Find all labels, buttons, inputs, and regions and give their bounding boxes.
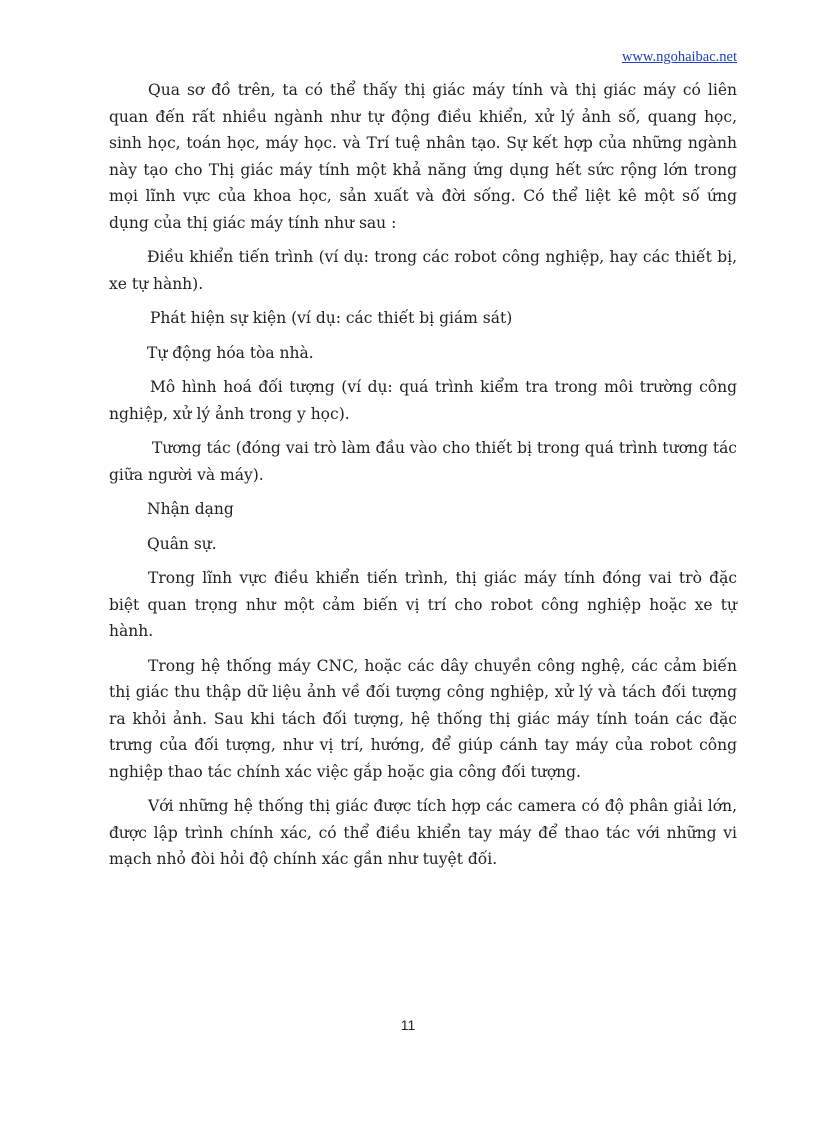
camera-paragraph: Với những hệ thống thị giác được tích hợp các camera có độ phân giải lớn, được lập trình chính xác, có thể điều khiển tay máy để thao tác với những vi mạch nhỏ đòi hỏi độ chính xác gần như tuyệt đối.	[109, 797, 737, 868]
application-item: Điều khiển tiến trình (ví dụ: trong các robot công nghiệp, hay các thiết bị, xe tự hành).	[109, 248, 737, 293]
application-item: Quân sự.	[147, 534, 217, 553]
page-number: 11	[400, 1017, 416, 1033]
process-control-paragraph: Trong lĩnh vực điều khiển tiến trình, thị giác máy tính đóng vai trò đặc biệt quan trọng như một cảm biến vị trí cho robot công nghiệp hoặc xe tự hành.	[109, 569, 737, 640]
cnc-paragraph: Trong hệ thống máy CNC, hoặc các dây chuyền công nghệ, các cảm biến thị giác thu thập dữ liệu ảnh về đối tượng công nghiệp, xử lý và tách đối tượng ra khỏi ảnh. Sau khi tách đối tượng, hệ thống thị giác máy tính toán các đặc trưng của đối tượng, như vị trí, hướng, để giúp cánh tay máy của robot công nghiệp thao tác chính xác việc gắp hoặc gia công đối tượng.	[109, 656, 737, 781]
website-link[interactable]: www.ngohaibac.net	[621, 49, 737, 65]
body-text	[109, 77, 737, 873]
intro-paragraph: Qua sơ đồ trên, ta có thể thấy thị giác máy tính và thị giác máy có liên quan đến rất nhiều ngành như tự động điều khiển, xử lý ảnh số, quang học, sinh học, toán học, máy học. và Trí tuệ nhân tạo. Sự kết hợp của những ngành này tạo cho Thị giác máy tính một khả năng ứng dụng hết sức rộng lớn trong mọi lĩnh vực của khoa học, sản xuất và đời sống. Có thể liệt kê một số ứng dụng của thị giác máy tính như sau :	[109, 81, 737, 232]
application-item: Tự động hóa tòa nhà.	[147, 343, 314, 362]
application-item: Phát hiện sự kiện (ví dụ: các thiết bị giám sát)	[150, 309, 513, 327]
application-item: Nhận dạng	[147, 500, 234, 518]
application-item: Mô hình hoá đối tượng (ví dụ: quá trình kiểm tra trong môi trường công nghiệp, xử lý ảnh trong y học).	[109, 378, 737, 423]
application-item: Tương tác (đóng vai trò làm đầu vào cho thiết bị trong quá trình tương tác giữa người và máy).	[109, 439, 737, 484]
